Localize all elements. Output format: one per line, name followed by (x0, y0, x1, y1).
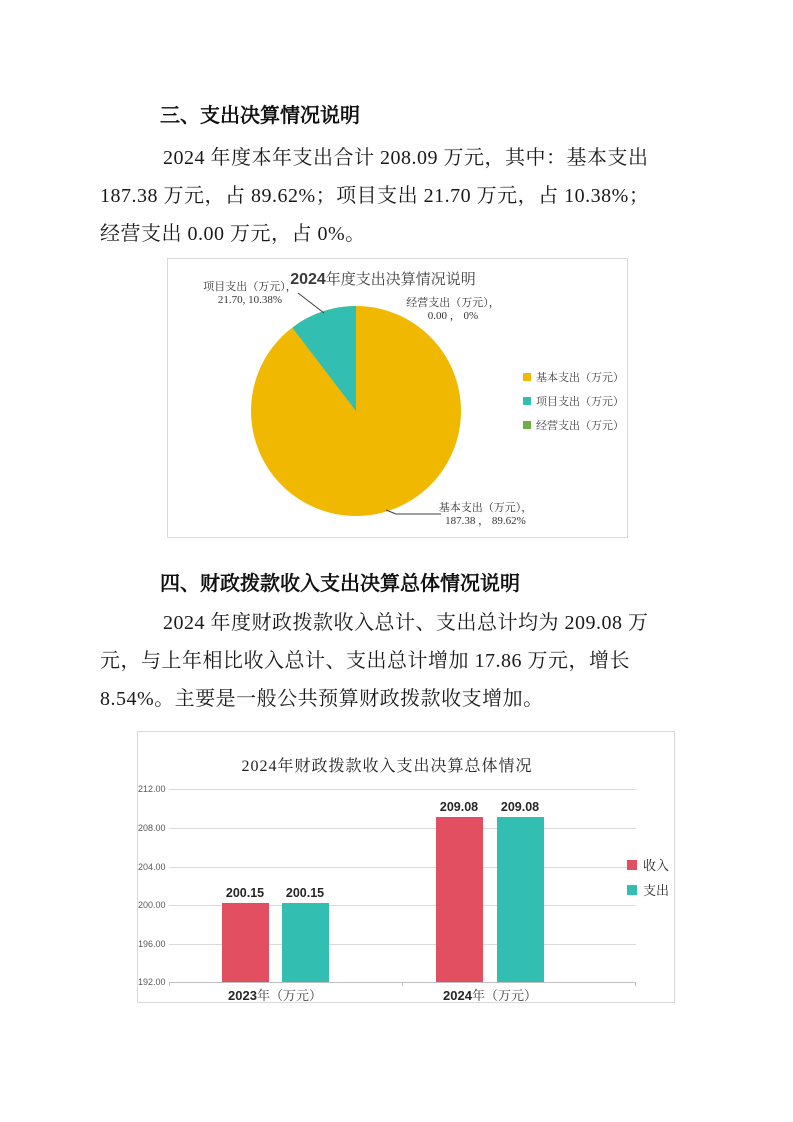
pie-label-operating: 经营支出（万元）， 0.00 ， 0% (406, 297, 500, 322)
pie-legend (523, 369, 624, 441)
ytick-212: 212.00 (138, 784, 166, 794)
bar-2023-expense (282, 903, 329, 982)
expense-swatch-icon (627, 885, 637, 895)
pie-title-year: 2024 (290, 271, 326, 288)
bar-2024-expense (497, 817, 544, 982)
legend-item-income: 收入 (627, 855, 669, 874)
section3-line-3: 经营支出 0.00 万元，占 0%。 (100, 223, 366, 245)
x-axis-tick (169, 982, 170, 986)
section3-heading: 三、支出决算情况说明 (160, 105, 360, 127)
bar-legend (627, 855, 669, 905)
basic-swatch-icon (523, 373, 531, 381)
gridline-204 (169, 867, 636, 868)
ytick-204: 204.00 (138, 862, 166, 872)
gridline-212 (169, 789, 636, 790)
x-axis-tick (402, 982, 403, 986)
legend-item-project: 项目支出（万元） (523, 393, 624, 409)
legend-item-operating: 经营支出（万元） (523, 417, 624, 433)
section4-heading: 四、财政拨款收入支出决算总体情况说明 (160, 573, 520, 595)
pie-label-project: 项目支出（万元）， 21.70, 10.38% (203, 281, 297, 306)
pie-label-basic: 基本支出（万元）， 187.38 ， 89.62% (438, 502, 533, 527)
gridline-208 (169, 828, 636, 829)
pie-title-text: 年度支出决算情况说明 (325, 272, 476, 288)
operating-swatch-icon (523, 421, 531, 429)
section4-line-3: 8.54%。主要是一般公共预算财政拨款收支增加。 (100, 688, 544, 710)
bar-label-2023-expense: 200.15 (285, 886, 325, 901)
section4-line-1: 2024 年度财政拨款收入总计、支出总计均为 209.08 万 (163, 612, 649, 634)
bar-label-2024-income: 209.08 (439, 800, 479, 815)
income-swatch-icon (627, 860, 637, 870)
section4-line-2: 元，与上年相比收入总计、支出总计增加 17.86 万元，增长 (100, 650, 630, 672)
xlabel-2023: 2023年（万元） (228, 988, 322, 1003)
xlabel-2024: 2024年（万元） (443, 988, 537, 1003)
ytick-208: 208.00 (138, 823, 166, 833)
ytick-192: 192.00 (138, 977, 166, 987)
section3-line-1: 2024 年度本年支出合计 208.09 万元，其中：基本支出 (163, 147, 649, 169)
bar-2023-income (222, 903, 269, 982)
section3-line-2: 187.38 万元，占 89.62%；项目支出 21.70 万元，占 10.38%； (100, 185, 650, 207)
legend-item-basic: 基本支出（万元） (523, 369, 624, 385)
bar-chart-title: 2024年财政拨款收入支出决算总体情况 (241, 758, 533, 775)
x-axis-tick (635, 982, 636, 986)
pie-chart (167, 258, 628, 538)
ytick-196: 196.00 (138, 939, 166, 949)
legend-item-expense: 支出 (627, 880, 669, 899)
ytick-200: 200.00 (138, 900, 166, 910)
bar-chart (137, 731, 675, 1003)
bar-2024-income (436, 817, 483, 982)
bar-label-2024-expense: 209.08 (500, 800, 540, 815)
project-swatch-icon (523, 397, 531, 405)
bar-label-2023-income: 200.15 (225, 886, 265, 901)
